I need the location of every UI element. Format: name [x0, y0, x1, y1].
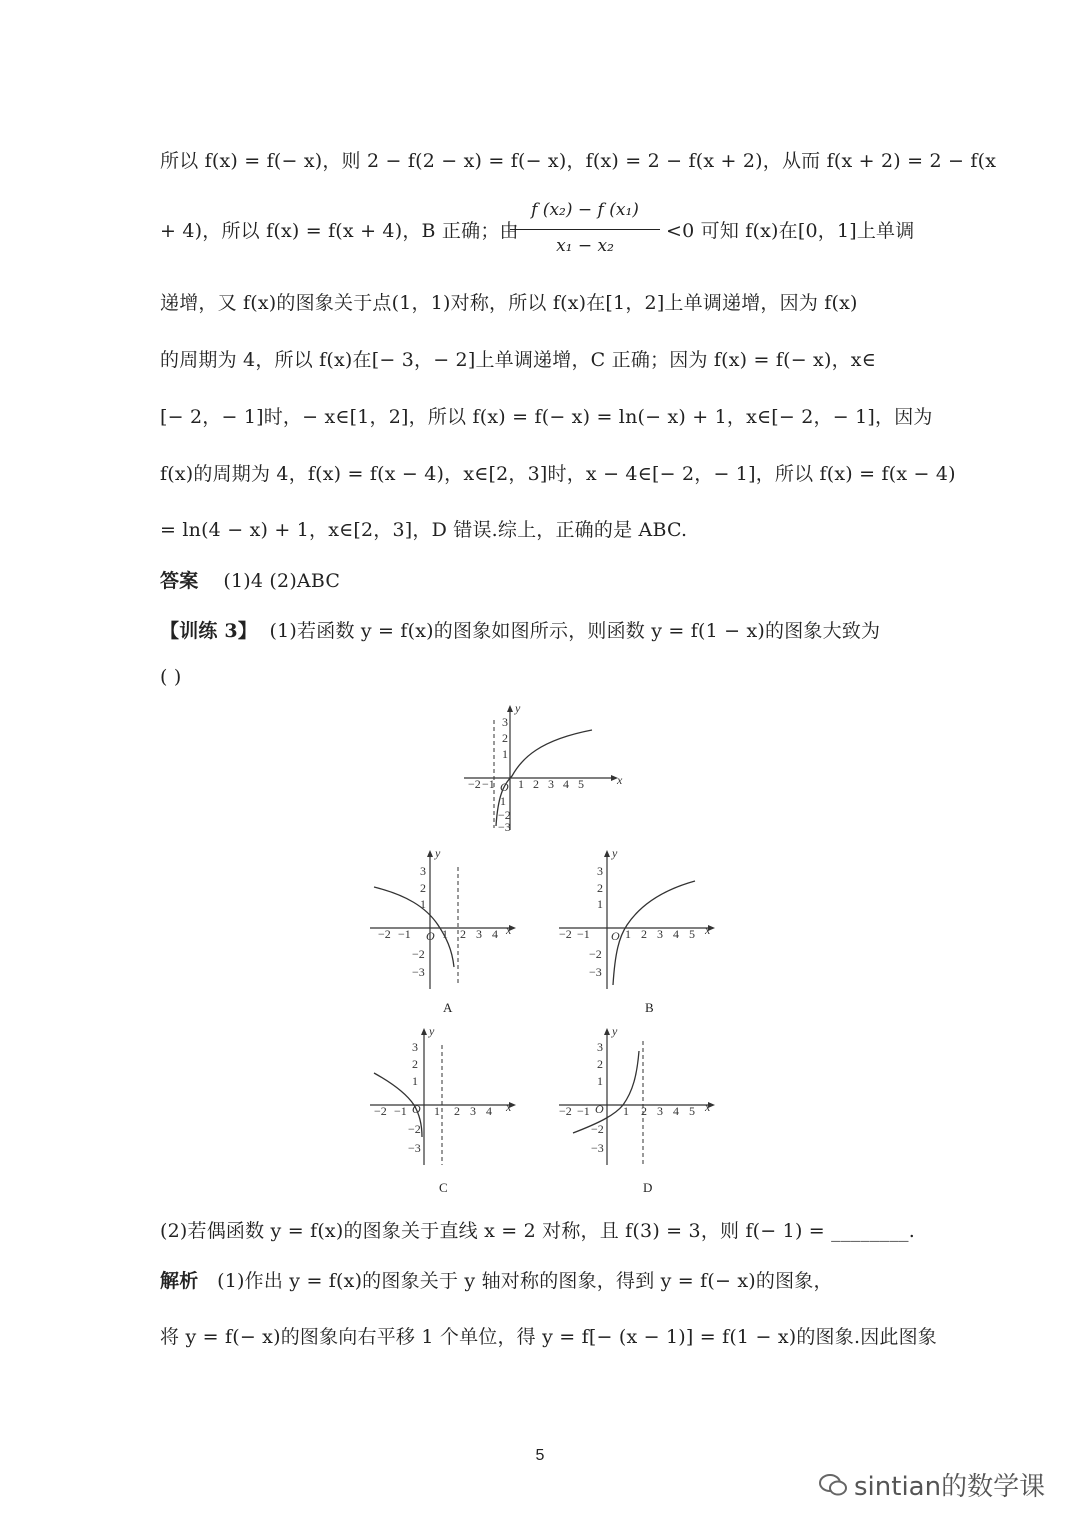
- paragraph-line-3: 递增，又 f(x)的图象关于点(1，1)对称，所以 f(x)在[1，2]上单调递增，因为 f(x): [160, 292, 858, 314]
- answer-text: (1)4 (2)ABC: [223, 570, 341, 592]
- svg-text:1: 1: [623, 1104, 629, 1118]
- watermark-text: sintian的数学课: [854, 1472, 1046, 1502]
- svg-text:1: 1: [625, 927, 631, 941]
- x-axis-label: x: [617, 773, 623, 787]
- answer-line: [160, 566, 340, 593]
- fraction-bar: [510, 229, 660, 230]
- svg-text:−1: −1: [398, 927, 411, 941]
- svg-text:x: x: [705, 1100, 711, 1114]
- page-number: 5: [535, 1447, 545, 1464]
- svg-text:−2: −2: [374, 1104, 387, 1118]
- svg-text:2: 2: [597, 1057, 603, 1071]
- svg-text:O: O: [426, 929, 435, 943]
- svg-text:3: 3: [657, 1104, 663, 1118]
- svg-text:−1: −1: [577, 1104, 590, 1118]
- option-c-label: C: [439, 1180, 448, 1195]
- option-d-label: D: [643, 1180, 653, 1195]
- analysis-line-2: 将 y = f(− x)的图象向右平移 1 个单位，得 y = f[− (x − 1)] = f(1 − x)的图象.因此图象: [160, 1326, 937, 1348]
- svg-text:−3: −3: [412, 965, 425, 979]
- svg-text:4: 4: [673, 1104, 679, 1118]
- answer-label: 答案: [160, 570, 199, 592]
- y-axis-label: y: [515, 701, 521, 715]
- svg-text:−2: −2: [559, 927, 572, 941]
- svg-text:−1: −1: [394, 1104, 407, 1118]
- svg-text:3: 3: [412, 1040, 418, 1054]
- paragraph-line-2a: + 4)，所以 f(x) = f(x + 4)，B 正确；由: [160, 220, 519, 242]
- paragraph-line-5: [− 2，− 1]时，− x∈[1，2]，所以 f(x) = f(− x) = ln(− x) + 1，x∈[− 2，− 1]，因为: [160, 406, 933, 428]
- svg-text:−1: −1: [482, 777, 495, 791]
- svg-text:4: 4: [563, 777, 569, 791]
- exercise-paren: ( ): [160, 666, 182, 688]
- svg-text:−3: −3: [589, 965, 602, 979]
- svg-text:−1: −1: [577, 927, 590, 941]
- paragraph-line-7: = ln(4 − x) + 1，x∈[2，3]，D 错误.综上，正确的是 ABC.: [160, 519, 688, 541]
- svg-text:2: 2: [641, 1104, 647, 1118]
- analysis-label: 解析: [160, 1270, 199, 1292]
- svg-text:−2: −2: [589, 947, 602, 961]
- fraction-denominator: x₁ − x₂: [556, 236, 614, 256]
- exercise-line: [160, 616, 880, 643]
- paragraph-line-6: f(x)的周期为 4，f(x) = f(x − 4)，x∈[2，3]时，x − 4∈[− 2，− 1]，所以 f(x) = f(x − 4): [160, 463, 956, 485]
- svg-text:x: x: [506, 1100, 512, 1114]
- svg-text:−2: −2: [498, 808, 511, 822]
- watermark: [818, 1466, 1045, 1503]
- graph-d: [555, 1025, 725, 1173]
- origin-label: O: [500, 780, 509, 794]
- svg-text:3: 3: [548, 777, 554, 791]
- option-a-label: A: [443, 1000, 453, 1015]
- svg-text:−2: −2: [408, 1122, 421, 1136]
- svg-text:1: 1: [442, 927, 448, 941]
- svg-text:2: 2: [420, 881, 426, 895]
- paragraph-line-4: 的周期为 4，所以 f(x)在[− 3，− 2]上单调递增，C 正确；因为 f(x) = f(− x)，x∈: [160, 349, 876, 371]
- svg-text:4: 4: [492, 927, 498, 941]
- svg-text:1: 1: [420, 897, 426, 911]
- svg-text:−2: −2: [468, 777, 481, 791]
- svg-text:1: 1: [500, 794, 506, 808]
- svg-text:−3: −3: [498, 820, 511, 834]
- exercise-label: 【训练 3】: [160, 620, 258, 642]
- svg-text:−3: −3: [591, 1141, 604, 1155]
- svg-text:3: 3: [597, 864, 603, 878]
- graph-a: [366, 845, 526, 993]
- svg-text:4: 4: [486, 1104, 492, 1118]
- svg-text:−2: −2: [591, 1122, 604, 1136]
- svg-text:1: 1: [412, 1074, 418, 1088]
- svg-text:2: 2: [597, 881, 603, 895]
- svg-text:2: 2: [533, 777, 539, 791]
- svg-text:1: 1: [502, 747, 508, 761]
- svg-text:x: x: [506, 923, 512, 937]
- svg-text:3: 3: [470, 1104, 476, 1118]
- svg-text:5: 5: [578, 777, 584, 791]
- svg-text:O: O: [412, 1102, 421, 1116]
- svg-text:3: 3: [476, 927, 482, 941]
- svg-text:y: y: [612, 1025, 618, 1038]
- paragraph-line-2b: <0 可知 f(x)在[0，1]上单调: [666, 220, 915, 242]
- svg-text:2: 2: [641, 927, 647, 941]
- paragraph-line-1: 所以 f(x) = f(− x)，则 2 − f(2 − x) = f(− x)，f(x) = 2 − f(x + 2)，从而 f(x + 2) = 2 − f(x: [160, 150, 997, 172]
- graph-c: [366, 1025, 526, 1173]
- fraction-numerator: f (x₂) − f (x₁): [531, 200, 639, 220]
- analysis-text-1: (1)作出 y = f(x)的图象关于 y 轴对称的图象，得到 y = f(− x)的图象，: [217, 1270, 833, 1292]
- svg-text:5: 5: [689, 1104, 695, 1118]
- option-b-label: B: [645, 1000, 654, 1015]
- svg-text:1: 1: [434, 1104, 440, 1118]
- analysis-line-1: [160, 1266, 833, 1293]
- svg-text:5: 5: [689, 927, 695, 941]
- svg-text:1: 1: [597, 1074, 603, 1088]
- question-2: (2)若偶函数 y = f(x)的图象关于直线 x = 2 对称，且 f(3) = 3，则 f(− 1) = ________.: [160, 1220, 915, 1242]
- svg-text:3: 3: [657, 927, 663, 941]
- main-graph: [460, 700, 630, 835]
- svg-text:y: y: [612, 846, 618, 860]
- svg-text:2: 2: [502, 731, 508, 745]
- svg-text:1: 1: [518, 777, 524, 791]
- svg-text:1: 1: [597, 897, 603, 911]
- svg-text:y: y: [435, 846, 441, 860]
- svg-text:−2: −2: [412, 947, 425, 961]
- svg-text:−3: −3: [408, 1141, 421, 1155]
- svg-text:y: y: [429, 1025, 435, 1038]
- svg-text:3: 3: [597, 1040, 603, 1054]
- svg-text:O: O: [611, 929, 620, 943]
- svg-text:−2: −2: [559, 1104, 572, 1118]
- chat-bubble-icon: [818, 1472, 848, 1498]
- graph-b: [555, 845, 725, 993]
- svg-text:−2: −2: [378, 927, 391, 941]
- svg-text:2: 2: [454, 1104, 460, 1118]
- svg-text:2: 2: [412, 1057, 418, 1071]
- svg-text:x: x: [705, 923, 711, 937]
- svg-text:3: 3: [420, 864, 426, 878]
- exercise-text: (1)若函数 y = f(x)的图象如图所示，则函数 y = f(1 − x)的图象大致为: [269, 620, 881, 642]
- svg-text:2: 2: [460, 927, 466, 941]
- svg-text:4: 4: [673, 927, 679, 941]
- svg-text:3: 3: [502, 715, 508, 729]
- svg-text:O: O: [595, 1102, 604, 1116]
